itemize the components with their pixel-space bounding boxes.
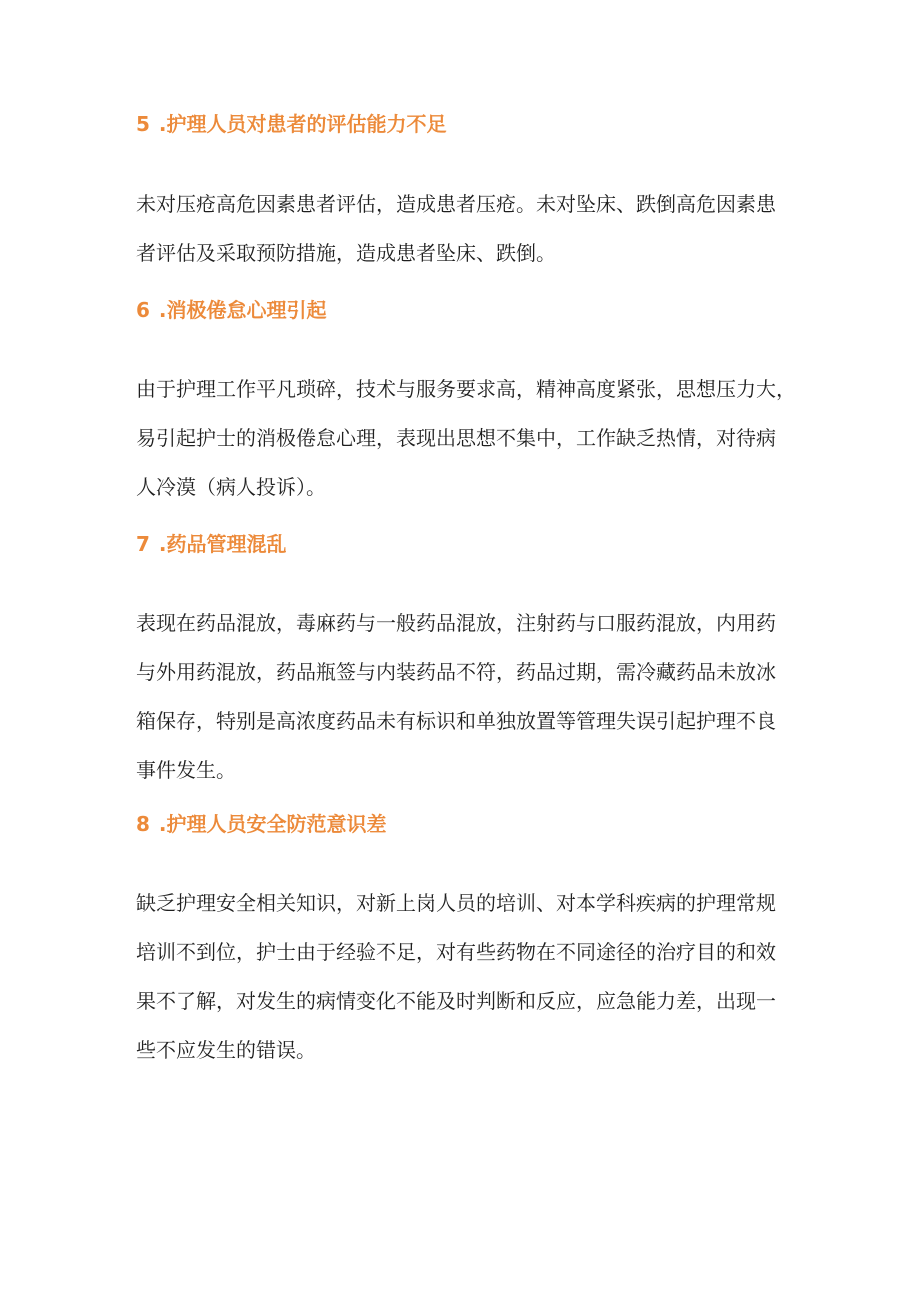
paragraph-line: 由于护理工作平凡琐碎，技术与服务要求高，精神高度紧张，思想压力大， — [136, 377, 796, 401]
section-number: 8 — [136, 812, 150, 836]
paragraph-line: 培训不到位，护士由于经验不足，对有些药物在不同途径的治疗目的和效 — [136, 940, 776, 964]
section-number: 7 — [136, 532, 150, 556]
section-heading-5 — [136, 110, 447, 138]
section-paragraph-6 — [136, 365, 796, 512]
section-title: .护理人员对患者的评估能力不足 — [158, 112, 447, 136]
paragraph-line: 易引起护士的消极倦怠心理，表现出思想不集中，工作缺乏热情，对待病 — [136, 426, 776, 450]
paragraph-line: 事件发生。 — [136, 758, 236, 782]
section-paragraph-5 — [136, 180, 796, 278]
paragraph-line: 果不了解，对发生的病情变化不能及时判断和反应，应急能力差，出现一 — [136, 989, 776, 1013]
paragraph-line: 者评估及采取预防措施，造成患者坠床、跌倒。 — [136, 241, 556, 265]
section-heading-8 — [136, 810, 387, 838]
section-title: .消极倦怠心理引起 — [158, 298, 327, 322]
section-title: .药品管理混乱 — [158, 532, 287, 556]
section-title: .护理人员安全防范意识差 — [158, 812, 387, 836]
section-number: 5 — [136, 112, 150, 136]
section-paragraph-8 — [136, 879, 796, 1075]
paragraph-line: 与外用药混放，药品瓶签与内装药品不符，药品过期，需冷藏药品未放冰 — [136, 660, 776, 684]
section-heading-7 — [136, 530, 287, 558]
paragraph-line: 些不应发生的错误。 — [136, 1038, 316, 1062]
section-heading-6 — [136, 296, 327, 324]
section-number: 6 — [136, 298, 150, 322]
section-paragraph-7 — [136, 599, 796, 795]
paragraph-line: 表现在药品混放，毒麻药与一般药品混放，注射药与口服药混放，内用药 — [136, 611, 776, 635]
paragraph-line: 箱保存，特别是高浓度药品未有标识和单独放置等管理失误引起护理不良 — [136, 709, 776, 733]
paragraph-line: 缺乏护理安全相关知识，对新上岗人员的培训、对本学科疾病的护理常规 — [136, 891, 776, 915]
paragraph-line: 人冷漠（病人投诉）。 — [136, 475, 326, 499]
paragraph-line: 未对压疮高危因素患者评估，造成患者压疮。未对坠床、跌倒高危因素患 — [136, 192, 776, 216]
